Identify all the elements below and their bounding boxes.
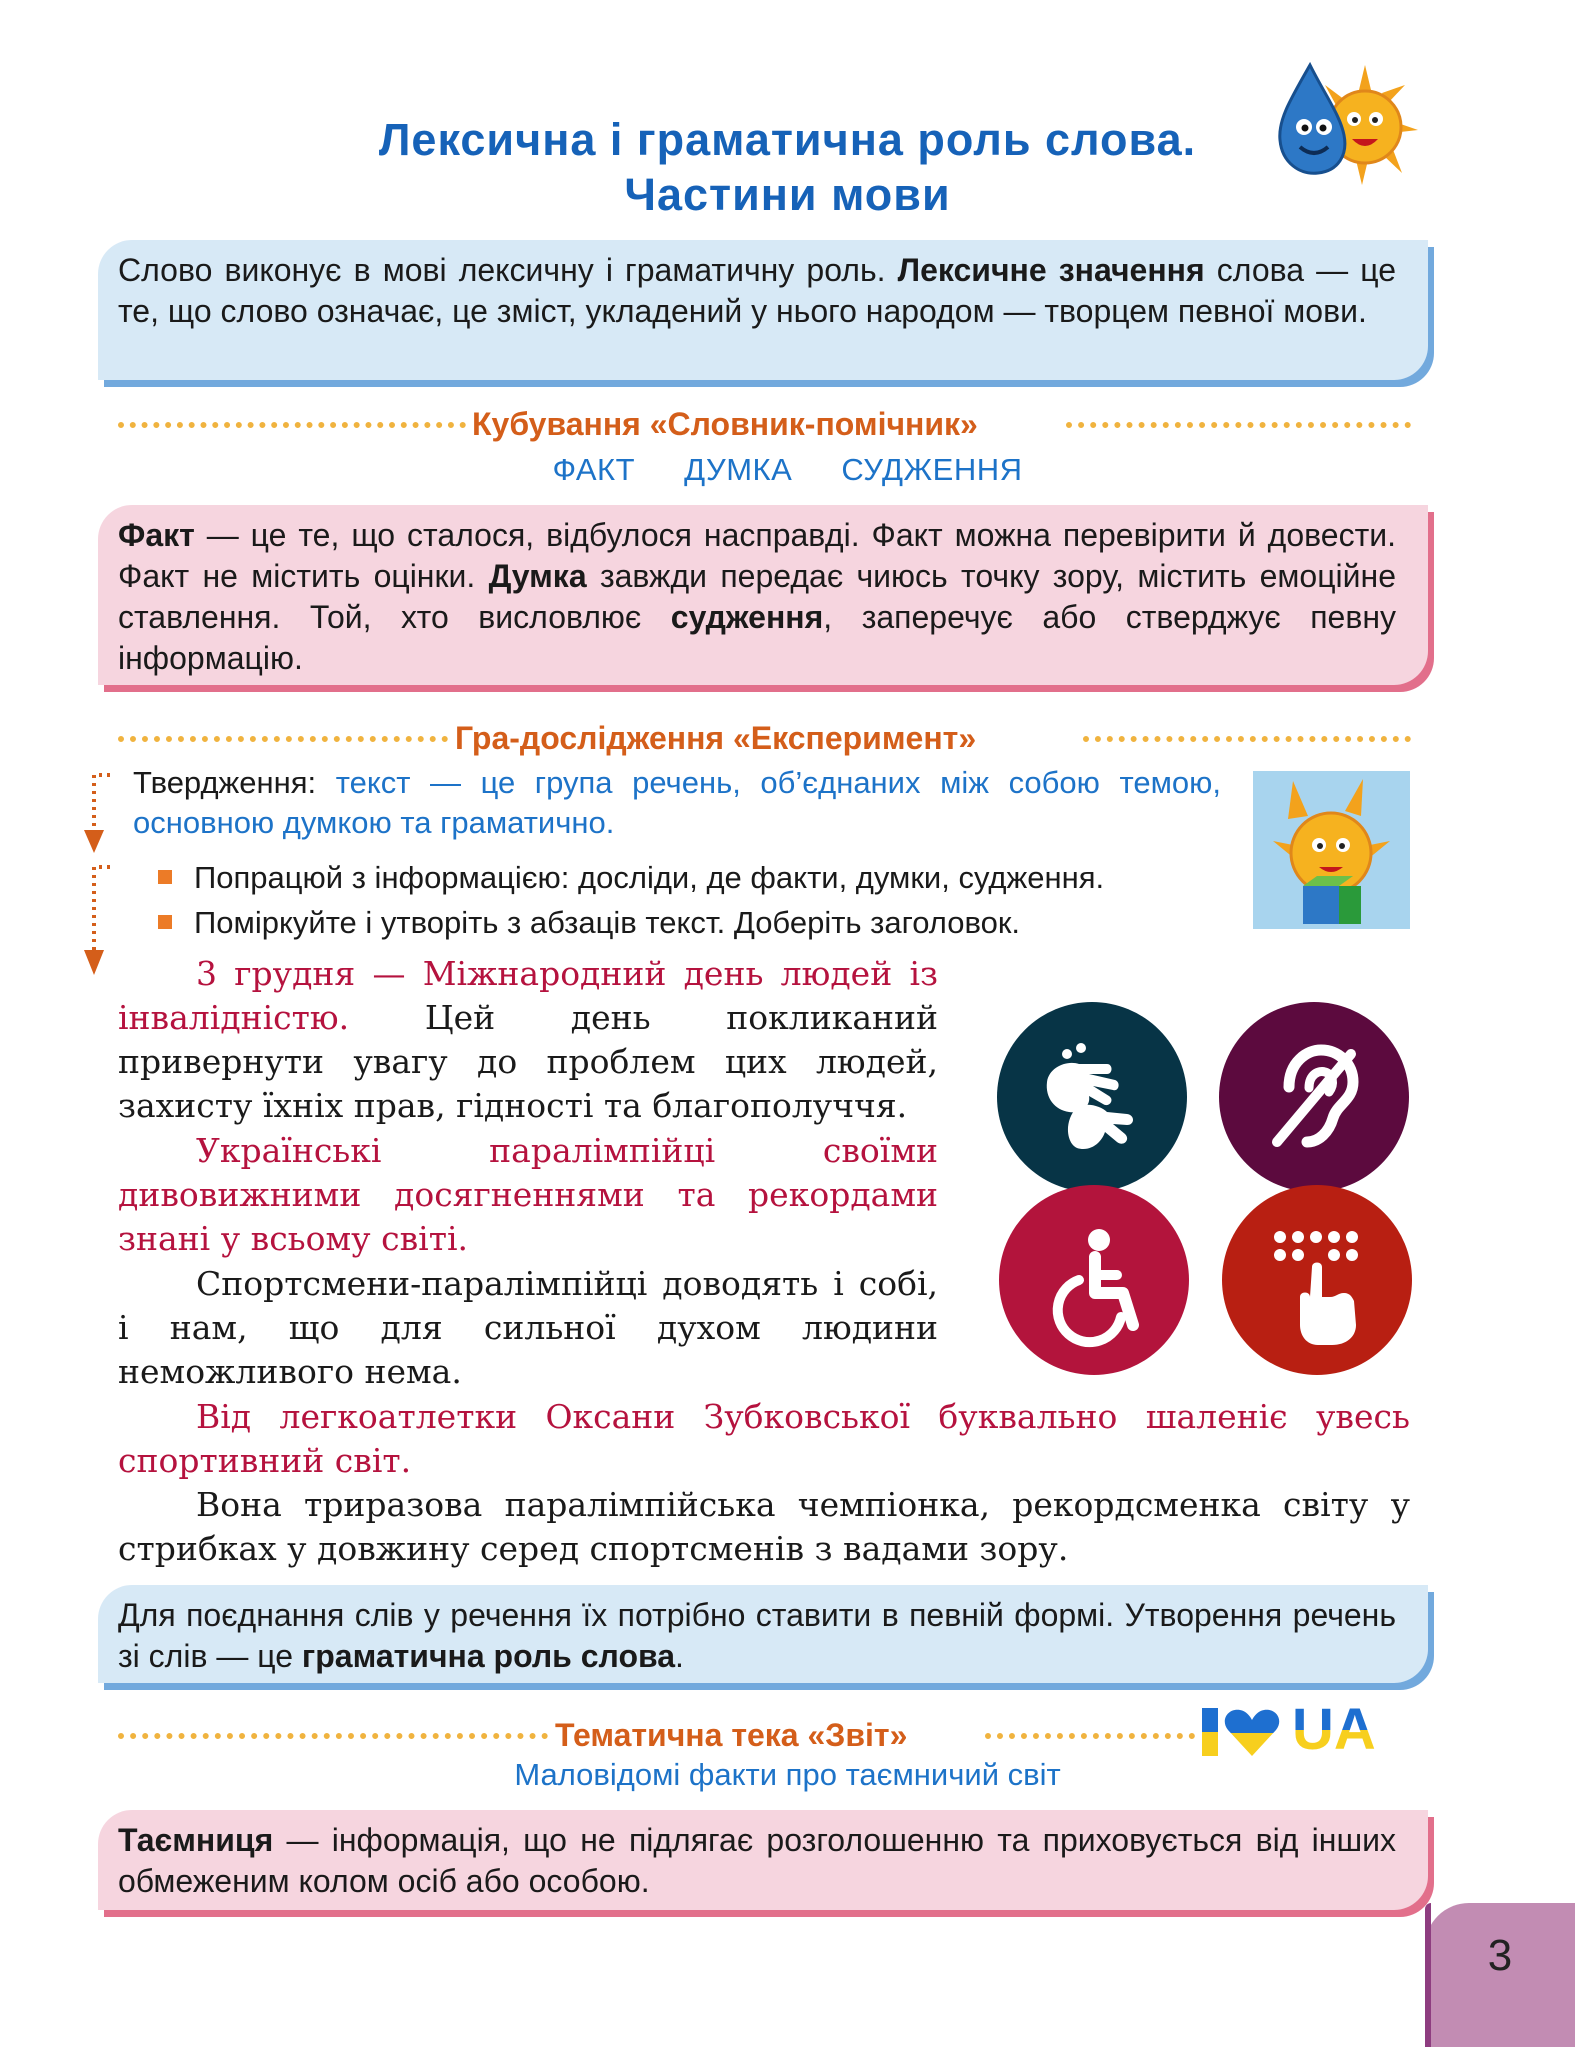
bullet-square-icon <box>158 870 172 884</box>
key-word-judgment: СУДЖЕННЯ <box>841 452 1023 487</box>
list-item <box>158 858 1104 898</box>
sign-language-circle <box>997 1002 1187 1192</box>
bullet-square-icon <box>158 915 172 929</box>
key-word-fact: ФАКТ <box>552 452 636 487</box>
grammar-role-box <box>98 1585 1428 1683</box>
definitions-box <box>98 505 1428 685</box>
story-p1-highlight: 3 грудня — Міжнародний день людей із інвалідністю. <box>118 954 938 1037</box>
section-heading-experiment: Гра-дослідження «Експеримент» <box>455 720 977 756</box>
section-heading-report: Тематична тека «Звіт» <box>555 1717 908 1753</box>
dotted-divider <box>1066 422 1411 428</box>
story-paragraph-4 <box>118 1395 1410 1483</box>
story-paragraph-5 <box>118 1483 1410 1571</box>
statement-text: текст — це група речень, об’єднаних між собою темою, основною думкою та граматично. <box>133 765 1221 840</box>
secret-definition-text: — інформація, що не підлягає розголошенню та приховується від інших обмеженим колом осіб або особою. <box>118 1822 1396 1899</box>
page-number-tab <box>1425 1903 1575 2047</box>
dotted-arrows-icon <box>80 765 120 980</box>
intro-definition-box <box>98 240 1428 380</box>
section-heading-dictionary: Кубування «Словник-помічник» <box>472 406 978 442</box>
report-subtitle: Маловідомі факти про таємничий світ <box>514 1757 1061 1792</box>
dotted-divider <box>118 736 448 742</box>
hearing-impaired-icon <box>1219 1002 1409 1192</box>
term-secret: Таємниця <box>118 1822 274 1858</box>
story-p5-text: Вона триразова паралімпійська чемпіонка, рекордсменка світу у стрибках у довжину серед спортсменів з вадами зору. <box>118 1485 1410 1568</box>
list-item <box>158 903 1020 943</box>
term-fact: Факт <box>118 517 195 553</box>
grammar-bold-term: граматична роль слова <box>301 1638 676 1674</box>
story-p3-text: Спортсмени-паралімпійці доводять і собі, і нам, що для сильної духом людини неможливого нема. <box>118 1264 938 1391</box>
wheelchair-icon <box>999 1185 1189 1375</box>
sun-with-cube-image <box>1253 771 1410 929</box>
story-p1-text: Цей день покликаний привернути увагу до проблем цих людей, захисту їхніх прав, гідності та благополуччя. <box>118 998 938 1125</box>
story-paragraph-1 <box>118 952 938 1128</box>
sign-language-icon <box>997 1002 1187 1192</box>
braille-circle <box>1222 1185 1412 1375</box>
def-judgment-text: , заперечує або стверджує певну інформацію. <box>118 599 1397 676</box>
key-word-opinion: ДУМКА <box>684 452 793 487</box>
grammar-text-end: . <box>675 1638 684 1674</box>
term-judgment: судження <box>670 599 824 635</box>
story-paragraph-3 <box>118 1262 938 1394</box>
intro-text: Слово виконує в мові лексичну і граматичну роль. <box>118 252 898 288</box>
intro-text-cont: слова — це те, що слово означає, це зміст, укладений у нього народом — творцем певної мови. <box>118 252 1397 329</box>
secret-definition-box <box>98 1810 1428 1910</box>
story-p2-text: Українські паралімпійці своїми дивовижними досягненнями та рекордами знані у всьому світі. <box>118 1131 938 1258</box>
def-fact-text: — це те, що сталося, відбулося насправді. Факт можна перевірити й довести. Факт не містить оцінки. <box>118 517 1396 594</box>
grammar-text: Для поєднання слів у речення їх потрібно ставити в певній формі. Утворення речень зі слів — це <box>118 1597 1396 1674</box>
i-heart-icon <box>1200 1706 1288 1758</box>
page-subtitle: Частини мови <box>624 169 951 220</box>
braille-icon <box>1222 1185 1412 1375</box>
statement-label: Твердження: <box>133 765 336 800</box>
dotted-divider <box>118 422 466 428</box>
statement <box>133 763 1221 843</box>
list-item-text: Поміркуйте і утворіть з абзаців текст. Доберіть заголовок. <box>194 905 1021 940</box>
dotted-divider <box>985 1733 1195 1739</box>
page-number: 3 <box>1487 1931 1513 1980</box>
dotted-divider <box>1083 736 1411 742</box>
water-drop-mascot-icon <box>1280 65 1345 173</box>
i-love-ua-badge <box>1200 1697 1410 1762</box>
story-paragraph-2 <box>118 1129 938 1261</box>
term-opinion: Думка <box>488 558 587 594</box>
story-p4-text: Від легкоатлетки Оксани Зубковської буквально шаленіє увесь спортивний світ. <box>118 1397 1410 1480</box>
intro-bold-term: Лексичне значення <box>897 252 1205 288</box>
hearing-impaired-circle <box>1219 1002 1409 1192</box>
ua-text: UA <box>1292 1697 1376 1762</box>
def-opinion-text: завжди передає чиюсь точку зору, містить емоційне ставлення. Той, хто висловлює <box>118 558 1396 635</box>
key-words <box>0 452 1575 488</box>
wheelchair-circle <box>999 1185 1189 1375</box>
list-item-text: Попрацюй з інформацією: досліди, де факти, думки, судження. <box>194 860 1105 895</box>
mascot-drop-and-sun-icon <box>1270 55 1420 185</box>
page-title: Лексична і граматична роль слова. <box>378 114 1197 165</box>
sun-with-cube-icon <box>1253 771 1410 929</box>
dotted-divider <box>118 1733 548 1739</box>
